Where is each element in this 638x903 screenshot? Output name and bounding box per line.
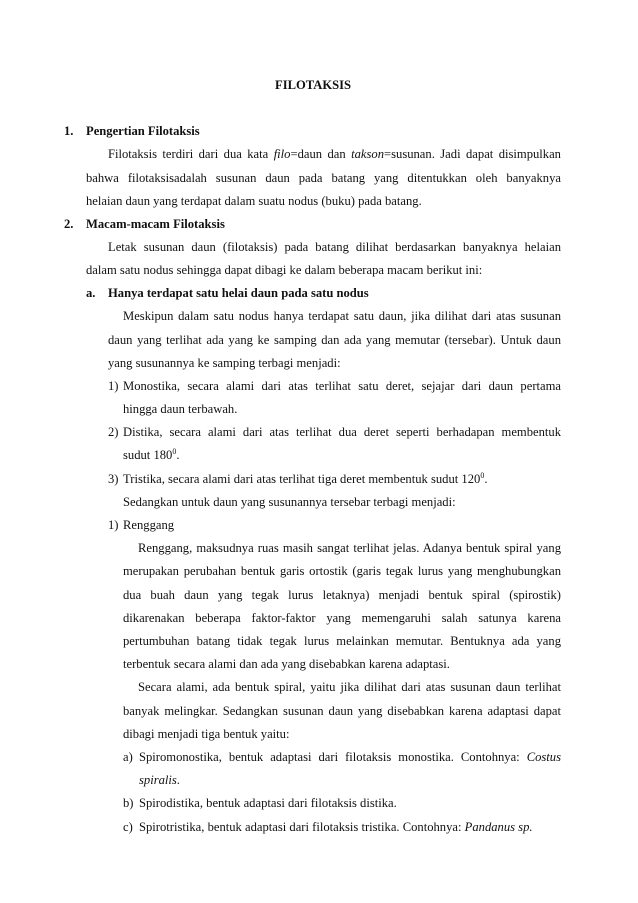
- italic-term-takson: takson: [351, 147, 385, 161]
- list-item-3-line-1: [123, 471, 487, 487]
- renggang-line-6: terbentuk secara alami dan ada yang disebabkan karena adaptasi.: [123, 657, 450, 671]
- list-item-1-number: 1): [108, 379, 119, 393]
- list-item-1-line-2: hingga daun terbawah.: [123, 402, 238, 416]
- list-item-1-line-1: Monostika, secara alami dari atas terlihat satu deret, sejajar dari daun pertama: [123, 379, 561, 393]
- section-2-line-2: dalam satu nodus sehingga dapat dibagi ke dalam beberapa macam berikut ini:: [86, 263, 483, 277]
- document-title: FILOTAKSIS: [275, 78, 352, 92]
- text-run: Filotaksis terdiri dari dua kata: [108, 147, 274, 161]
- sublist-item-b-line-1: Spirodistika, bentuk adaptasi dari filotaksis distika.: [139, 796, 397, 810]
- subsection-a-line-1: Meskipun dalam satu nodus hanya terdapat satu daun, jika dilihat dari atas susunan: [123, 309, 561, 323]
- renggang-para2-line-1: Secara alami, ada bentuk spiral, yaitu jika dilihat dari atas susunan daun terlihat: [138, 680, 561, 694]
- degree-superscript: 0: [480, 471, 485, 480]
- section-2-line-1: Letak susunan daun (filotaksis) pada batang dilihat berdasarkan banyaknya helaian: [108, 240, 561, 254]
- text-run: .: [176, 773, 180, 787]
- renggang-line-3: dua buah daun yang tegak lurus letaknya) menjadi bentuk spiral (spirostik): [123, 588, 561, 602]
- renggang-line-1: Renggang, maksudnya ruas masih sangat terlihat jelas. Adanya bentuk spiral yang: [138, 541, 561, 555]
- subsection-a-number: a.: [86, 286, 96, 300]
- section-1-line-1: [108, 146, 561, 162]
- subsection-a-line-3: yang susunannya ke samping terbagi menjadi:: [108, 356, 341, 370]
- renggang-line-5: pertumbuhan batang tidak tegak lurus melainkan memutar. Bentuknya ada yang: [123, 634, 561, 648]
- text-run: =susunan. Jadi dapat disimpulkan: [384, 147, 561, 161]
- sublist-item-c-line-1: [139, 819, 533, 835]
- sublist-item-a-line-1: [139, 749, 561, 765]
- renggang-number: 1): [108, 518, 119, 532]
- italic-species-name: spiralis: [139, 773, 177, 787]
- section-1-heading: Pengertian Filotaksis: [86, 124, 200, 138]
- text-run: .: [176, 448, 180, 462]
- sublist-item-a-line-2: [139, 772, 180, 788]
- list-item-2-line-2: [123, 447, 180, 463]
- text-run: sudut 180: [123, 448, 173, 462]
- list-item-2-number: 2): [108, 425, 119, 439]
- section-2-number: 2.: [64, 217, 74, 231]
- text-run: Tristika, secara alami dari atas terlihat tiga deret membentuk sudut 120: [123, 472, 481, 486]
- sublist-item-b-number: b): [123, 796, 134, 810]
- italic-term-filo: filo: [273, 147, 291, 161]
- renggang-para2-line-3: dibagi menjadi tiga bentuk yaitu:: [123, 727, 290, 741]
- list-item-3-number: 3): [108, 472, 119, 486]
- text-run: Spirotristika, bentuk adaptasi dari filotaksis tristika. Contohnya:: [139, 820, 465, 834]
- section-1-number: 1.: [64, 124, 74, 138]
- section-2-heading: Macam-macam Filotaksis: [86, 217, 225, 231]
- italic-species-name: Pandanus sp.: [464, 820, 533, 834]
- renggang-para2-line-2: banyak melingkar. Sedangkan susunan daun yang disebabkan karena adaptasi dapat: [123, 704, 561, 718]
- subsection-a-line-2: daun yang terlihat ada yang ke samping dan ada yang memutar (tersebar). Untuk daun: [108, 333, 561, 347]
- italic-species-name: Costus: [526, 750, 561, 764]
- text-run: .: [484, 472, 488, 486]
- list-item-2-line-1: Distika, secara alami dari atas terlihat dua deret seperti berhadapan membentuk: [123, 425, 561, 439]
- sublist-item-c-number: c): [123, 820, 133, 834]
- subsection-a-heading: Hanya terdapat satu helai daun pada satu nodus: [108, 286, 369, 300]
- renggang-heading: Renggang: [123, 518, 175, 532]
- renggang-line-4: dikarenakan beberapa faktor-faktor yang memengaruhi salah satunya karena: [123, 611, 561, 625]
- text-run: =daun dan: [290, 147, 352, 161]
- degree-superscript: 0: [172, 447, 177, 456]
- text-run: Spiromonostika, bentuk adaptasi dari filotaksis monostika. Contohnya:: [139, 750, 527, 764]
- list-item-3-line-2: Sedangkan untuk daun yang susunannya tersebar terbagi menjadi:: [123, 495, 456, 509]
- renggang-line-2: merupakan perubahan bentuk garis ortostik (garis tegak lurus yang menghubungkan: [123, 564, 561, 578]
- section-1-line-2: bahwa filotaksisadalah susunan daun pada batang yang ditentukkan oleh banyaknya: [86, 171, 561, 185]
- sublist-item-a-number: a): [123, 750, 133, 764]
- section-1-line-3: helaian daun yang terdapat dalam suatu nodus (buku) pada batang.: [86, 194, 422, 208]
